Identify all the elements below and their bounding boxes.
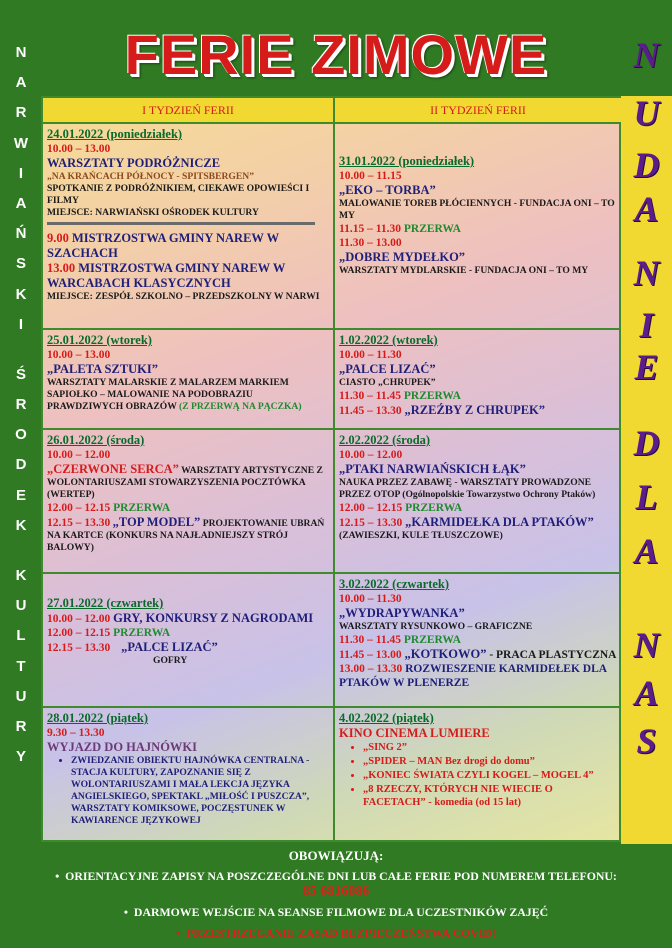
poster-title: FERIE ZIMOWE: [124, 23, 548, 86]
vertical-letter: L: [16, 627, 26, 645]
w1-wed-break: [47, 501, 329, 515]
vertical-letter: I: [18, 315, 24, 333]
footer: [0, 846, 672, 948]
vertical-letter: W: [13, 134, 29, 152]
w1-thu-break-time: 12.00 – 12.15: [47, 627, 111, 639]
w2-mon-time2: 11.30 – 13.00: [339, 237, 402, 249]
w2-thu-event3: [339, 662, 617, 690]
w1-fri-list: [71, 755, 329, 827]
w1-thu-event2-desc: GOFRY: [153, 655, 188, 666]
vertical-letter: U: [633, 93, 660, 133]
week2-header: II TYDZIEŃ FERII: [335, 98, 621, 124]
w2-wed-event1-desc: NAUKA PRZEZ ZABAWĘ - WARSZTATY PROWADZONE PRZEZ OTOP (Ogólnopolskie Towarzystwo Ochrony Ptaków): [339, 477, 596, 500]
w2-tuesday-cell: [335, 330, 621, 430]
vertical-letter: R: [15, 396, 27, 414]
w2-fri-item: • „KONIEC ŚWIATA CZYLI KOGEL – MOGEL 4”: [363, 769, 617, 782]
w2-thu-event2-label: „KOTKOWO”: [404, 647, 487, 661]
vertical-letter: A: [634, 189, 659, 229]
w2-thu-break-label: PRZERWA: [403, 634, 461, 646]
w2-wed-time2: 12.15 – 13.30: [339, 517, 403, 529]
w2-thu-time2: 11.45 – 13.00: [339, 649, 402, 661]
w1-mon-time3: 13.00: [47, 261, 76, 275]
footer-line1: • ORIENTACYJNE ZAPISY NA POSZCZEGÓLNE DNI LUB CAŁE FERIE POD NUMEREM TELEFONU:: [55, 869, 617, 883]
w1-thu-event2: [47, 640, 329, 655]
vertical-letter: E: [15, 486, 26, 504]
vertical-letter: U: [15, 597, 27, 615]
vertical-letter: L: [635, 477, 658, 517]
w1-mon-event1: WARSZTATY PODRÓŻNICZE: [47, 156, 221, 170]
w2-thu-break: [339, 633, 617, 647]
w1-wed-break-label: PRZERWA: [113, 502, 171, 514]
w1-thu-event1-label: GRY, KONKURSY Z NAGRODAMI: [113, 611, 314, 625]
left-vertical-text: [4, 42, 38, 822]
w1-mon-time2: 9.00: [47, 231, 69, 245]
w1-thu-break: [47, 626, 329, 640]
footer-title: OBOWIĄZUJĄ:: [288, 848, 384, 863]
w2-mon-break: [339, 222, 617, 236]
w2-wed-event2-desc: (ZAWIESZKI, KULE TŁUSZCZOWE): [339, 530, 503, 541]
w2-wed-break-label: PRZERWA: [405, 502, 463, 514]
w2-fri-item: • „SPIDER – MAN Bez drogi do domu”: [363, 755, 617, 768]
w2-fri-item: • „8 RZECZY, KTÓRYCH NIE WIECIE O FACETACH” - komedia (od 15 lat): [363, 783, 617, 809]
w1-fri-item: • ZWIEDZANIE OBIEKTU HAJNÓWKA CENTRALNA - STACJA KULTURY, ZAPOZNANIE SIĘ Z WOLONTARIUSZAMI I MAŁA LEKCJA JĘZYKA ANGIELSKIEGO, SPEKTAKL „MIŁOŚĆ I PUSZCZA”, WARSZTATY KOMIKSOWE, POCZĘSTUNEK W KAWIARENCE JĘZYKOWEJ: [71, 755, 329, 827]
w1-wed-break-time: 12.00 – 12.15: [47, 502, 111, 514]
w1-fri-date: 28.01.2022 (piątek): [47, 711, 149, 725]
w1-mon-event3: [47, 261, 329, 291]
footer-line2-text: DARMOWE WEJŚCIE NA SEANSE FILMOWE DLA UCZESTNIKÓW ZAJĘĆ: [133, 905, 549, 919]
w2-wed-date: 2.02.2022 (środa): [339, 433, 431, 447]
w2-tue-time2: 11.45 – 13.30: [339, 405, 402, 417]
vertical-letter: N: [15, 44, 27, 61]
vertical-letter: K: [15, 516, 27, 534]
vertical-letter: U: [15, 687, 27, 705]
divider: [47, 222, 315, 225]
w2-thu-break-time: 11.30 – 11.45: [339, 634, 401, 646]
w1-wed-date: 26.01.2022 (środa): [47, 433, 145, 447]
w1-wed-event2-label: „TOP MODEL”: [112, 515, 201, 529]
w2-fri-list: [363, 741, 617, 809]
w1-thu-break-label: PRZERWA: [113, 627, 171, 639]
w1-wed-event2: [47, 515, 329, 554]
w2-wed-time1: 10.00 – 12.00: [339, 449, 403, 461]
vertical-letter: K: [15, 285, 27, 303]
w1-wed-time1: 10.00 – 12.00: [47, 449, 111, 461]
schedule-table: [41, 96, 621, 842]
w2-tue-event2-label: „RZEŹBY Z CHRUPEK”: [404, 403, 546, 417]
w1-wed-time2: 12.15 – 13.30: [47, 517, 111, 529]
w1-friday-cell: [43, 708, 335, 842]
vertical-letter: Y: [15, 748, 26, 766]
w1-mon-event2-label: MISTRZOSTWA GMINY NAREW W SZACHACH: [47, 231, 279, 260]
footer-line1-text: ORIENTACYJNE ZAPISY NA POSZCZEGÓLNE DNI LUB CAŁE FERIE POD NUMEREM TELEFONU:: [65, 869, 617, 883]
vertical-letter: N: [633, 625, 660, 665]
w2-fri-event: KINO CINEMA LUMIERE: [339, 726, 490, 740]
vertical-letter: I: [639, 305, 654, 345]
w2-thu-time1: 10.00 – 11.30: [339, 593, 402, 605]
w2-tue-break-time: 11.30 – 11.45: [339, 390, 401, 402]
vertical-letter: I: [18, 164, 24, 182]
w1-thu-event1: [47, 611, 329, 626]
w2-tue-break: [339, 389, 617, 403]
week1-header: I TYDZIEŃ FERII: [43, 98, 335, 124]
w1-tuesday-cell: [43, 330, 335, 430]
vertical-letter: R: [15, 104, 27, 122]
vertical-letter: D: [633, 145, 660, 185]
w1-wed-event1-desc: WARSZTATY ARTYSTYCZNE Z WOLONTARIUSZAMI STOWARZYSZENIA POCZTÓWKA (WERTEP): [47, 465, 323, 500]
w2-tue-time1: 10.00 – 11.30: [339, 349, 402, 361]
w2-wed-break: [339, 501, 617, 515]
w1-thursday-cell: [43, 574, 335, 708]
vertical-letter: Ń: [15, 225, 27, 243]
w1-wednesday-cell: [43, 430, 335, 574]
footer-line2: • DARMOWE WEJŚCIE NA SEANSE FILMOWE DLA UCZESTNIKÓW ZAJĘĆ: [123, 905, 549, 919]
vertical-letter: E: [634, 347, 659, 387]
w1-mon-time1: 10.00 – 13.00: [47, 143, 111, 155]
w1-mon-event3-place: MIEJSCE: ZESPÓŁ SZKOLNO – PRZEDSZKOLNY W NARWI: [47, 291, 320, 302]
vertical-letter: K: [15, 567, 27, 584]
vertical-letter: T: [16, 657, 26, 675]
vertical-letter: A: [634, 673, 659, 713]
w1-mon-event1-place: MIEJSCE: NARWIAŃSKI OŚRODEK KULTURY: [47, 207, 259, 218]
vertical-letter: A: [15, 74, 27, 92]
footer-phone: 85 6816086: [302, 884, 370, 899]
w2-thu-event1-desc: WARSZTATY RYSUNKOWO – GRAFICZNE: [339, 621, 533, 632]
w1-mon-event1-desc: SPOTKANIE Z PODRÓŻNIKIEM, CIEKAWE OPOWIEŚCI I FILMY: [47, 183, 310, 206]
w2-fri-date: 4.02.2022 (piątek): [339, 711, 434, 725]
w1-tue-time: 10.00 – 13.00: [47, 349, 111, 361]
w2-mon-break-label: PRZERWA: [403, 223, 461, 235]
w1-monday-cell: [43, 124, 335, 330]
w1-tue-date: 25.01.2022 (wtorek): [47, 333, 152, 347]
w1-mon-event1-sub: „NA KRAŃCACH PÓŁNOCY - SPITSBERGEN”: [47, 171, 254, 182]
w2-thu-event2: [339, 647, 617, 662]
w2-mon-time1: 10.00 – 11.15: [339, 170, 402, 182]
w1-thu-event2-label: „PALCE LIZAĆ”: [121, 640, 218, 654]
w1-wed-event1: [47, 462, 329, 501]
w1-tue-desc: [47, 377, 329, 413]
w2-mon-event2: „DOBRE MYDEŁKO”: [339, 250, 466, 264]
vertical-letter: A: [15, 194, 27, 212]
w2-thu-event1: „WYDRAPYWANKA”: [339, 606, 465, 620]
footer-line3: • PRZESTRZEGANIE ZASAD BEZPIECZEŃSTWA COVID!: [176, 926, 496, 940]
w1-wed-event2-desc: PROJEKTOWANIE UBRAŃ NA KARTCE (KONKURS NA NAJŁADNIEJSZY STRÓJ BALOWY): [47, 518, 325, 553]
w1-mon-event2: [47, 231, 329, 261]
w2-wed-break-time: 12.00 – 12.15: [339, 502, 403, 514]
w2-tue-event2: [339, 403, 617, 418]
w2-tue-event1: „PALCE LIZAĆ”: [339, 362, 436, 376]
w2-wed-event1: „PTAKI NARWIAŃSKICH ŁĄK”: [339, 462, 526, 476]
w2-thu-date: 3.02.2022 (czwartek): [339, 577, 450, 591]
w1-mon-event3-label: MISTRZOSTWA GMINY NAREW W WARCABACH KLASYCZNYCH: [47, 261, 286, 290]
vertical-letter: N: [633, 253, 660, 293]
w2-thu-time3: 13.00 – 13.30: [339, 663, 403, 675]
right-vertical-text: [621, 35, 672, 844]
vertical-letter: D: [633, 423, 660, 463]
w1-tue-desc-text: WARSZTATY MALARSKIE Z MALARZEM MARKIEM SAPIOŁKO – MALOWANIE NA PODOBRAZIU PRAWDZIWYCH OBRAZÓW: [47, 377, 289, 412]
vertical-letter: O: [15, 426, 27, 444]
w1-tue-event: „PALETA SZTUKI”: [47, 362, 159, 376]
w2-tue-break-label: PRZERWA: [403, 390, 461, 402]
w2-thu-event2-desc: - PRACA PLASTYCZNA: [489, 649, 617, 661]
w1-fri-time: 9.30 – 13.30: [47, 727, 105, 739]
w1-wed-event1-label: „CZERWONE SERCA”: [47, 462, 179, 476]
w2-tue-date: 1.02.2022 (wtorek): [339, 333, 438, 347]
w2-mon-event1: „EKO – TORBA”: [339, 183, 436, 197]
w2-wed-event2: [339, 515, 617, 530]
w2-tue-event1-desc: CIASTO „CHRUPEK”: [339, 377, 436, 388]
w2-wed-event2-label: „KARMIDEŁKA DLA PTAKÓW”: [405, 515, 594, 529]
w2-mon-break-time: 11.15 – 11.30: [339, 223, 401, 235]
w2-monday-cell: [335, 124, 621, 330]
w2-thursday-cell: [335, 574, 621, 708]
w1-thu-time1: 10.00 – 12.00: [47, 613, 111, 625]
w1-thu-time2: 12.15 – 13.30: [47, 642, 111, 654]
w2-mon-event1-desc: MALOWANIE TOREB PŁÓCIENNYCH - FUNDACJA ONI – TO MY: [339, 198, 615, 221]
w1-fri-event: WYJAZD DO HAJNÓWKI: [47, 740, 198, 754]
vertical-letter: A: [634, 531, 659, 571]
w1-tue-note: (Z PRZERWĄ NA PĄCZKA): [179, 401, 302, 412]
w2-mon-event2-desc: WARSZTATY MYDLARSKIE - FUNDACJA ONI – TO MY: [339, 265, 589, 276]
w1-mon-date: 24.01.2022 (poniedziałek): [47, 127, 183, 141]
vertical-letter: N: [633, 35, 660, 75]
w1-thu-date: 27.01.2022 (czwartek): [47, 596, 164, 610]
w2-friday-cell: [335, 708, 621, 842]
vertical-letter: S: [636, 721, 657, 761]
vertical-letter: S: [15, 255, 26, 273]
w2-mon-date: 31.01.2022 (poniedziałek): [339, 154, 475, 168]
w2-thu-event3-label: ROZWIESZENIE KARMIDEŁEK DLA PTAKÓW W PLENERZE: [339, 663, 607, 689]
vertical-letter: R: [15, 717, 27, 735]
w2-wednesday-cell: [335, 430, 621, 574]
w2-fri-item: • „SING 2”: [363, 741, 617, 754]
footer-line3-text: PRZESTRZEGANIE ZASAD BEZPIECZEŃSTWA COVID!: [186, 926, 496, 940]
vertical-letter: Ś: [15, 365, 26, 383]
vertical-letter: D: [15, 456, 27, 474]
